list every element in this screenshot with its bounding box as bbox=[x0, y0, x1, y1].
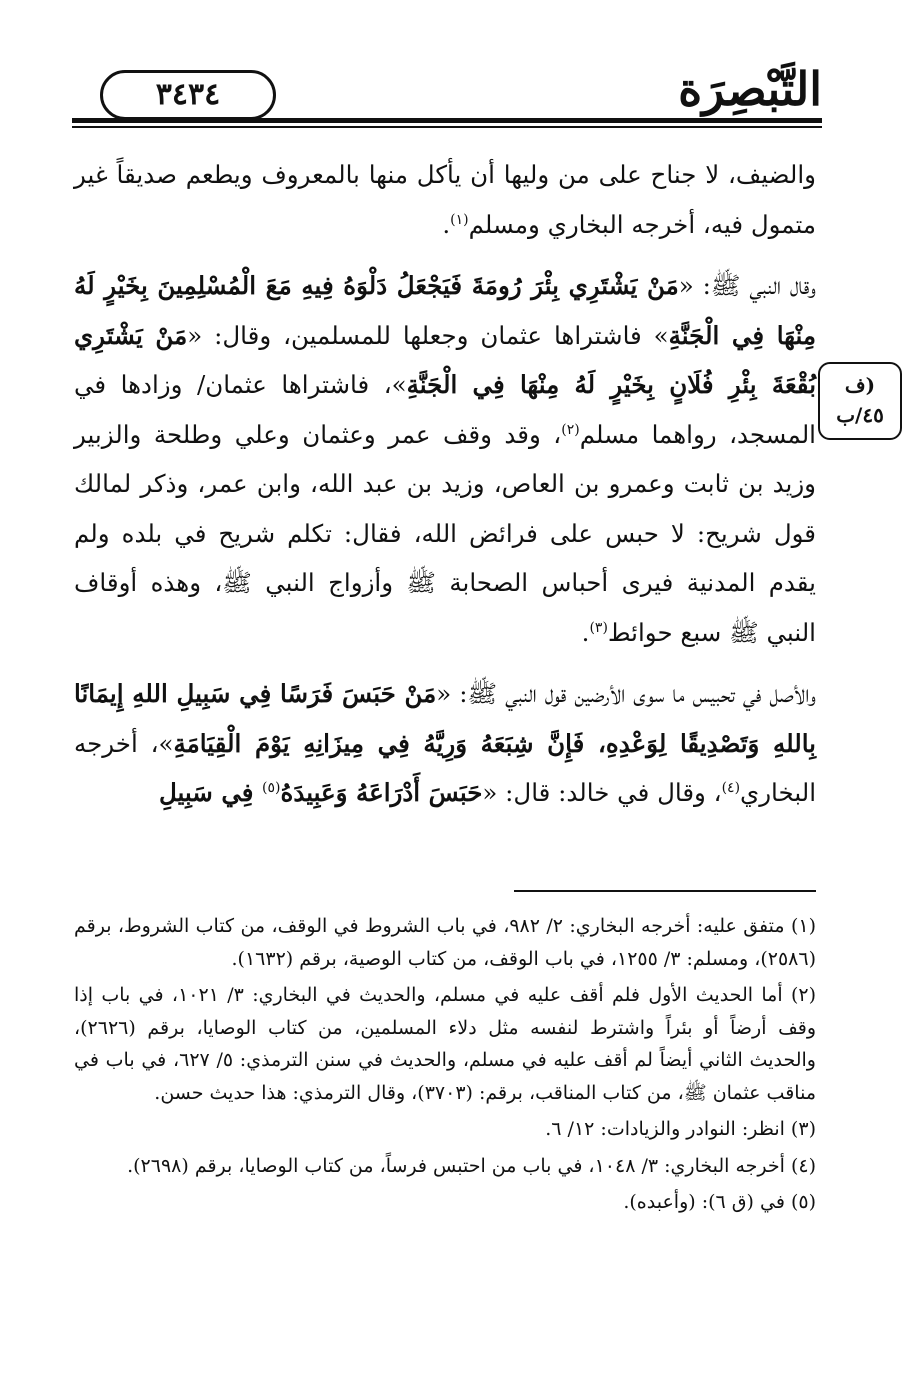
text-run: والأصل في تحبيس ما سوى الأرضين قول النبي ﷺ: « bbox=[436, 679, 816, 708]
footnote: (١) متفق عليه: أخرجه البخاري: ٢/ ٩٨٢، في باب الشروط في الوقف، من كتاب الشروط، برقم (٢٥٨٦)، ومسلم: ٣/ ١٢٥٥، في باب الوقف، من كتاب الوصية، برقم (١٦٣٢). bbox=[74, 915, 816, 970]
footnote: (٥) في (ق ٦): (وأعبده). bbox=[623, 1191, 816, 1213]
folio-line-2: ٤٥/ب bbox=[836, 403, 884, 427]
hadith-quote: فِي سَبِيلِ bbox=[158, 778, 263, 807]
footnote-ref[interactable]: (٢) bbox=[561, 421, 580, 438]
text-run: »، أخرجه البخاري bbox=[74, 728, 816, 807]
text-run: ، وقال في خالد: قال: « bbox=[482, 778, 722, 807]
page-number-badge bbox=[100, 70, 276, 120]
footnote-ref[interactable]: (٥) bbox=[262, 779, 281, 796]
manuscript-folio-note bbox=[818, 362, 902, 440]
footnote-ref[interactable]: (٤) bbox=[721, 779, 741, 796]
footnote: (٣) انظر: النوادر والزيادات: ١٢/ ٦. bbox=[545, 1118, 816, 1140]
hadith-quote: مَنْ يَشْتَرِي بِئْرَ رُومَةَ فَيَجْعَلُ دَلْوَهُ فِيهِ مَعَ الْمُسْلِمِينَ بِخَيْرٍ لَهُ مِنْهَا فِي الْجَنَّةِ bbox=[74, 271, 816, 350]
paragraph bbox=[74, 261, 816, 657]
header-rule bbox=[72, 118, 822, 123]
footnotes bbox=[74, 910, 816, 1223]
footnote-separator bbox=[514, 890, 816, 892]
paragraph bbox=[74, 669, 816, 818]
folio-line-1: (ف bbox=[844, 373, 876, 397]
footnote: (٢) أما الحديث الأول فلم أقف عليه في مسلم، والحديث في البخاري: ٣/ ١٠٢١، في باب إذا وقف أرضاً أو بئراً واشترط لنفسه مثل دلاء المسلمين، من كتاب الوصايا، برقم (٢٦٢٦)، والحديث الثاني أيضاً لم أقف عليه في مسلم، والحديث في سنن الترمذي: ٥/ ٦٢٧، في باب في مناقب عثمان ﷺ، من كتاب المناقب، برقم: (٣٧٠٣)، وقال الترمذي: هذا حديث حسن. bbox=[74, 984, 816, 1104]
text-run: ، وقد وقف عمر وعثمان وعلي وطلحة والزبير وزيد بن ثابت وعمرو بن العاص، وزيد بن عبد الله، وابن عمر، وذكر لمالك قول شريح: لا حبس على فرائض الله، فقال: تكلم شريح في بلده ولم يقدم المدنية فيرى أحباس الصحابة ﷺ وأزواج النبي ﷺ، وهذه أوقاف النبي ﷺ سبع حوائط bbox=[74, 419, 816, 647]
main-text bbox=[74, 150, 816, 830]
hadith-quote: مَنْ حَبَسَ فَرَسًا فِي سَبِيلِ اللهِ إِيمَانًا بِاللهِ وَتَصْدِيقًا لِوَعْدِهِ، فَإِنَّ شِبَعَهُ وَرِيَّهُ فِي مِيزَانِهِ يَوْمَ الْقِيَامَةِ bbox=[74, 679, 817, 758]
hadith-quote: مَنْ يَشْتَرِي بُقْعَةَ بِئْرِ فُلَانٍ بِخَيْرٍ لَهُ مِنْهَا فِي الْجَنَّةِ bbox=[74, 320, 817, 399]
text-run: . bbox=[581, 617, 590, 647]
page-header bbox=[72, 60, 822, 132]
page-number: ٣٤٣٤ bbox=[155, 77, 221, 112]
footnote: (٤) أخرجه البخاري: ٣/ ١٠٤٨، في باب من احتبس فرساً، من كتاب الوصايا، برقم (٢٦٩٨). bbox=[127, 1154, 816, 1177]
text-run: والضيف، لا جناح على من وليها أن يأكل منها بالمعروف ويطعم صديقاً غير متمول فيه، أخرجه البخاري ومسلم bbox=[74, 160, 816, 239]
text-run: . bbox=[442, 209, 451, 239]
text-run: وقال النبي ﷺ: « bbox=[678, 271, 816, 300]
header-rule-thin bbox=[72, 126, 822, 128]
hadith-quote: حَبَسَ أَدْرَاعَهُ وَعَبِيدَهُ bbox=[280, 778, 483, 807]
paragraph bbox=[74, 150, 816, 249]
footnote-ref[interactable]: (٣) bbox=[589, 619, 608, 636]
book-title: التَّبْصِرَة bbox=[678, 62, 822, 116]
footnote-ref[interactable]: (١) bbox=[450, 211, 469, 228]
text-run: »، فاشتراها عثمان/ وزادها في المسجد، رواهما مسلم bbox=[74, 370, 816, 449]
text-run: » فاشتراها عثمان وجعلها للمسلمين، وقال: « bbox=[187, 320, 669, 350]
